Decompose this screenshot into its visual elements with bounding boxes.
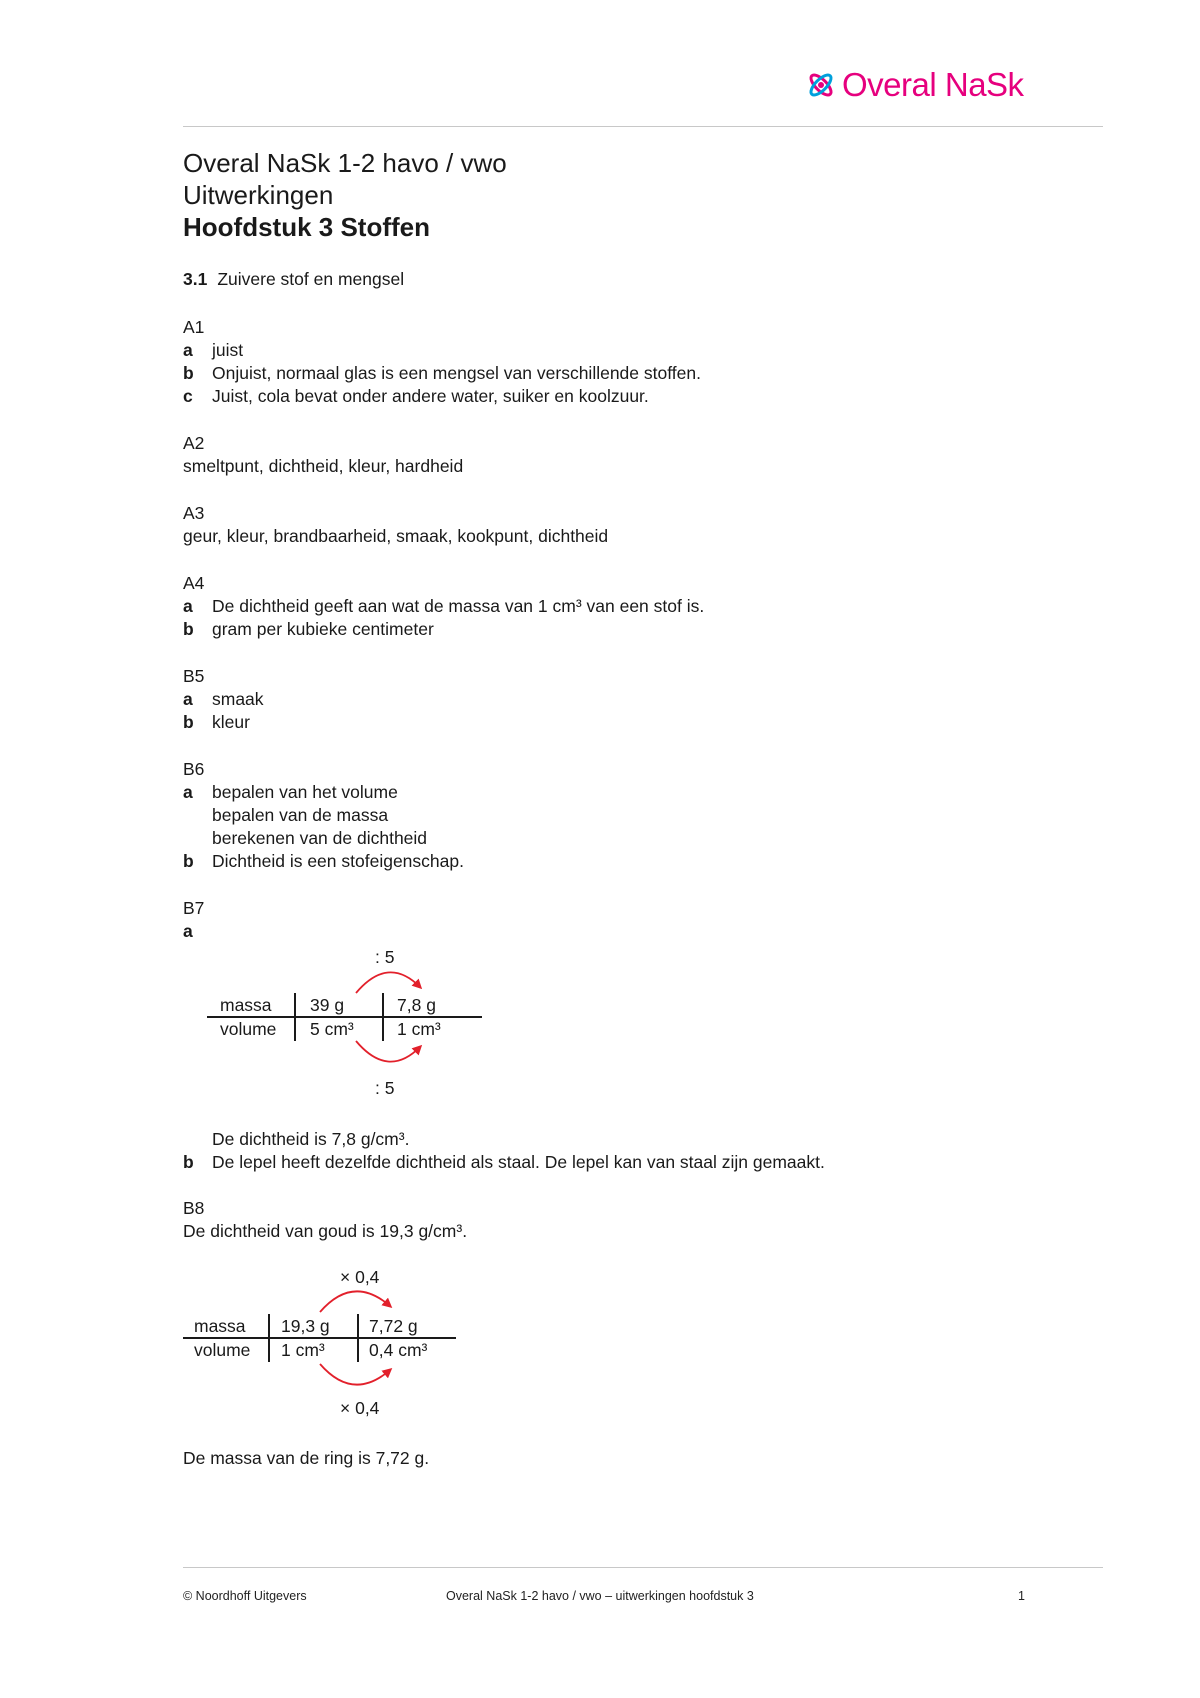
b8-cell: massa	[194, 1316, 246, 1336]
answer-text: smaak	[212, 689, 264, 709]
b7-cell: 5 cm³	[310, 1019, 354, 1039]
b8-arrow-bottom	[320, 1364, 390, 1385]
sub-label: a	[183, 596, 193, 616]
b8-cell: 7,72 g	[369, 1316, 418, 1336]
answer-text: bepalen van de massa	[212, 805, 389, 825]
b8-op-bottom: × 0,4	[340, 1398, 380, 1418]
section-number: 3.1	[183, 269, 208, 289]
logo-text: Overal NaSk	[842, 66, 1024, 103]
b7-cell: 1 cm³	[397, 1019, 441, 1039]
sub-label: b	[183, 712, 194, 732]
b7-cell: 39 g	[310, 995, 345, 1015]
footer-copyright: © Noordhoff Uitgevers	[183, 1589, 307, 1603]
answer-b8-intro: De dichtheid van goud is 19,3 g/cm³.	[183, 1221, 468, 1241]
question-label-b7: B7	[183, 898, 205, 918]
sub-label: b	[183, 1152, 194, 1172]
sub-label: a	[183, 782, 193, 802]
question-label-a2: A2	[183, 433, 205, 453]
b8-cell: volume	[194, 1340, 251, 1360]
document-subtitle: Uitwerkingen	[183, 180, 334, 210]
b7-arrow-bottom	[356, 1041, 420, 1062]
b7-op-bottom: : 5	[375, 1078, 395, 1098]
sub-label: b	[183, 619, 194, 639]
answer-a3: geur, kleur, brandbaarheid, smaak, kookpunt, dichtheid	[183, 526, 609, 546]
question-label-a4: A4	[183, 573, 205, 593]
b8-op-top: × 0,4	[340, 1267, 380, 1287]
question-label-b6: B6	[183, 759, 205, 779]
b7-cell: massa	[220, 995, 272, 1015]
answer-text: De lepel heeft dezelfde dichtheid als staal. De lepel kan van staal zijn gemaakt.	[212, 1152, 825, 1172]
question-label-b8: B8	[183, 1198, 205, 1218]
b7-op-top: : 5	[375, 947, 395, 967]
chapter-title: Hoofdstuk 3 Stoffen	[183, 212, 430, 242]
sub-label: a	[183, 689, 193, 709]
sub-label: b	[183, 363, 194, 383]
footer-document-title: Overal NaSk 1-2 havo / vwo – uitwerkingen hoofdstuk 3	[446, 1589, 754, 1603]
answer-text: De dichtheid is 7,8 g/cm³.	[212, 1129, 410, 1149]
b8-cell: 19,3 g	[281, 1316, 330, 1336]
answer-text: kleur	[212, 712, 250, 732]
answer-text: De dichtheid geeft aan wat de massa van 1 cm³ van een stof is.	[212, 596, 705, 616]
b7-cell: 7,8 g	[397, 995, 436, 1015]
answer-text: Onjuist, normaal glas is een mengsel van verschillende stoffen.	[212, 363, 701, 383]
footer-page-number: 1	[1018, 1589, 1025, 1603]
question-label-b5: B5	[183, 666, 205, 686]
answer-text: berekenen van de dichtheid	[212, 828, 428, 848]
b7-cell: volume	[220, 1019, 277, 1039]
b8-arrow-top	[320, 1291, 390, 1312]
answer-text: juist	[212, 340, 244, 360]
b8-cell: 1 cm³	[281, 1340, 325, 1360]
answer-text: Dichtheid is een stofeigenschap.	[212, 851, 464, 871]
section-title: Zuivere stof en mengsel	[217, 269, 405, 289]
answer-b8-conclusion: De massa van de ring is 7,72 g.	[183, 1448, 430, 1468]
b8-cell: 0,4 cm³	[369, 1340, 428, 1360]
footer-divider	[183, 1567, 1103, 1568]
answer-text: gram per kubieke centimeter	[212, 619, 434, 639]
document-title: Overal NaSk 1-2 havo / vwo	[183, 148, 507, 178]
b7-arrow-top	[356, 972, 420, 993]
question-label-a1: A1	[183, 317, 205, 337]
question-label-a3: A3	[183, 503, 205, 523]
answer-a2: smeltpunt, dichtheid, kleur, hardheid	[183, 456, 464, 476]
sub-label: a	[183, 340, 193, 360]
sub-label: a	[183, 921, 193, 941]
answer-text: bepalen van het volume	[212, 782, 398, 802]
sub-label: b	[183, 851, 194, 871]
answer-text: Juist, cola bevat onder andere water, suiker en koolzuur.	[212, 386, 649, 406]
sub-label: c	[183, 386, 193, 406]
